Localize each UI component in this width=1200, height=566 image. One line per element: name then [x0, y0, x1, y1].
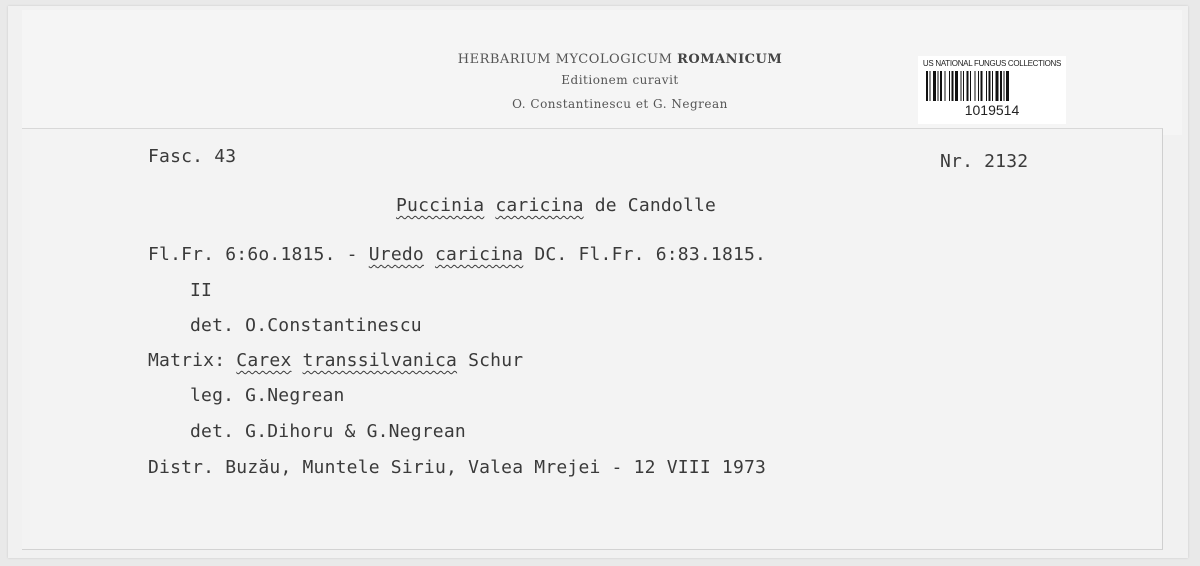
barcode-number: 1019514 — [964, 102, 1020, 118]
barcode-caption: US NATIONAL FUNGUS COLLECTIONS — [922, 59, 1062, 68]
edited-by: Editionem curavit — [561, 73, 679, 87]
specimen-label — [22, 128, 1163, 550]
header-block — [380, 52, 860, 111]
fascicle-number: Fasc. 43 — [148, 146, 237, 167]
species-epithet: caricina — [495, 195, 584, 216]
barcode-label — [918, 56, 1066, 124]
host-epithet: transsilvanica — [302, 350, 458, 371]
species-author: de Candolle — [594, 195, 717, 216]
synonym-epithet: caricina — [434, 244, 524, 265]
exsiccata-number: Nr. 2132 — [940, 151, 1029, 172]
institution-name-bold: ROMANICUM — [677, 52, 783, 67]
barcode-icon — [924, 71, 1060, 101]
species-genus: Puccinia — [396, 195, 485, 216]
reference-suffix: DC. Fl.Fr. 6:83.1815. — [523, 244, 767, 265]
determined-by-2: det. G.Dihoru & G.Negrean — [190, 421, 466, 442]
host-genus: Carex — [236, 350, 292, 371]
institution-name: HERBARIUM MYCOLOGICUM ROMANICUM — [457, 52, 783, 67]
collected-by: leg. G.Negrean — [190, 385, 345, 406]
matrix-label: Matrix: — [148, 350, 237, 371]
synonym-genus: Uredo — [368, 244, 424, 265]
determined-by-1: det. O.Constantinescu — [190, 315, 422, 336]
reference-prefix: Fl.Fr. 6:6o.1815. - — [148, 244, 369, 265]
reference-line — [148, 244, 766, 265]
matrix-line — [148, 350, 523, 371]
species-name — [396, 195, 716, 216]
host-author: Schur — [457, 350, 524, 371]
editors: O. Constantinescu et G. Negrean — [512, 97, 728, 111]
spore-stage: II — [190, 280, 213, 301]
locality-line: Distr. Buzău, Muntele Siriu, Valea Mrejei - 12 VIII 1973 — [148, 457, 767, 478]
